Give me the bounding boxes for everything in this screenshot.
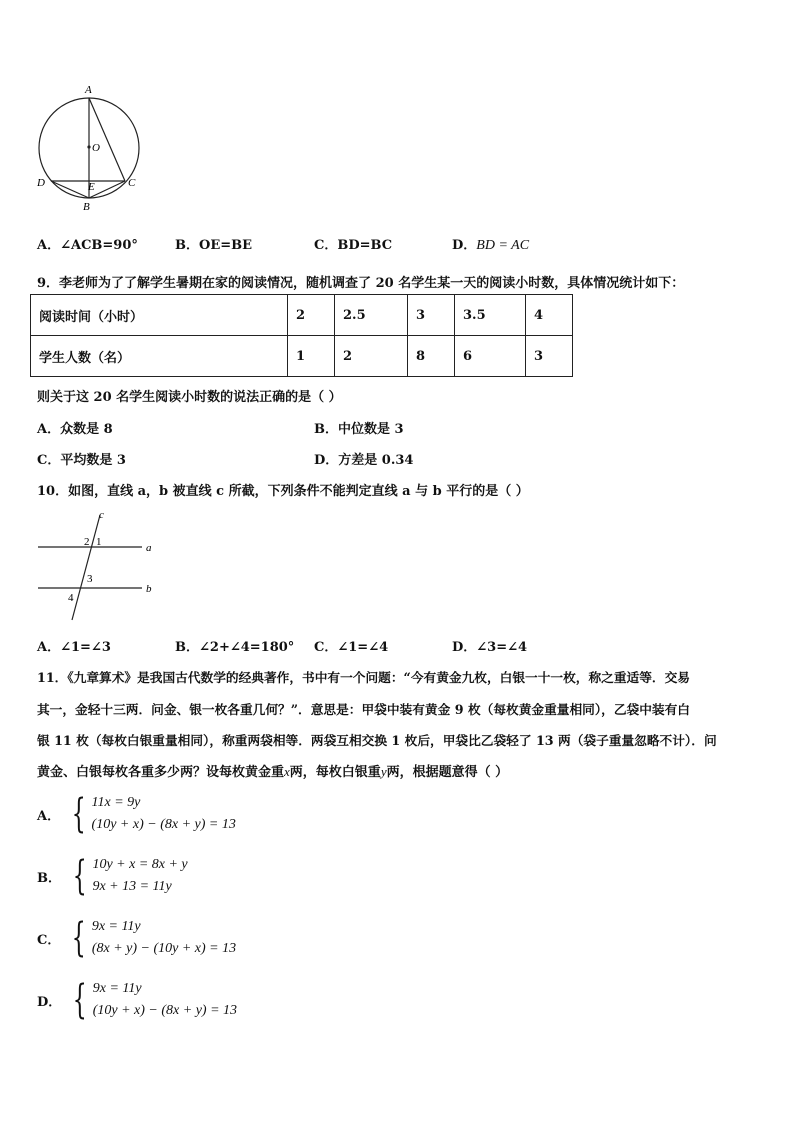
angle-label-1: 1 [96,536,102,548]
option-label: C． [37,932,61,948]
option-text: BD=BC [337,238,393,253]
option-label: D． [314,453,339,468]
option-label: D． [37,994,62,1010]
table-cell: 阅读时间（小时） [31,295,288,336]
q10-option-a[interactable] [37,636,111,655]
label-C: C [128,177,136,189]
q9-option-b[interactable] [314,418,404,437]
q9-stem: 9．李老师为了了解学生暑期在家的阅读情况，随机调查了 20 名学生某一天的阅读小时数，具体情况统计如下： [37,276,685,291]
table-cell: 2.5 [335,295,408,336]
var-x: x [284,764,290,779]
q11-option-d[interactable] [37,978,237,1022]
line-c [72,515,100,620]
option-label: A． [37,808,61,824]
equation: 10y + x = 8x + y [92,857,188,872]
equation: 9x + 13 = 11y [92,879,172,894]
label-O: O [92,142,100,154]
q11-line-4 [37,761,508,780]
table-row [31,336,573,377]
option-label: C． [314,238,338,253]
text-segment: 两，根据题意得（ ） [386,765,509,780]
equation-system [93,978,237,1022]
option-label: C． [37,453,61,468]
q9-option-a[interactable] [37,418,113,437]
brace-icon: { [72,853,87,899]
option-text: ∠2+∠4=180° [199,640,295,655]
q8-option-d[interactable] [452,234,529,254]
circle-figure [30,80,145,215]
label-E: E [88,181,95,193]
option-text: 中位数是 3 [338,422,404,437]
table-cell: 4 [526,295,573,336]
option-label: D． [452,238,477,253]
table-cell: 3.5 [455,295,526,336]
equation: (10y + x) − (8x + y) = 13 [92,1003,238,1018]
brace-icon: { [71,791,86,837]
q9-option-c[interactable] [37,449,126,468]
equation: 9x = 11y [92,981,142,996]
q10-option-d[interactable] [452,636,527,655]
equation: (10y + x) − (8x + y) = 13 [91,817,236,832]
q9-stats-table [30,294,573,377]
option-label: B． [314,422,338,437]
option-text: ∠3=∠4 [476,640,528,655]
option-label: B． [175,640,199,655]
label-A: A [85,84,92,96]
option-text: ∠ACB=90° [60,238,138,253]
option-label: A． [37,640,61,655]
text-segment: 两，每枚白银重 [289,765,381,780]
option-text: ∠1=∠3 [60,640,111,655]
table-cell: 3 [526,336,573,377]
table-cell: 6 [455,336,526,377]
option-label: A． [37,238,61,253]
chord-db [51,181,89,198]
angle-label-2: 2 [84,536,90,548]
equation-system [92,792,236,836]
q8-option-c[interactable] [314,234,392,253]
q8-option-b[interactable] [175,234,252,253]
option-label: B． [175,238,199,253]
text-segment: 黄金、白银每枚各重多少两？设每枚黄金重 [37,765,285,780]
table-cell: 2 [288,295,335,336]
option-text: BD = AC [476,238,530,253]
q11-line-3: 银 11 枚（每枚白银重量相同），称重两袋相等．两袋互相交换 1 枚后，甲袋比乙袋轻了 13 两（袋子重量忽略不计）．问 [37,733,717,748]
parallel-lines-figure [30,505,160,625]
option-text: 众数是 8 [60,422,113,437]
option-text: OE=BE [199,238,253,253]
table-cell: 1 [288,336,335,377]
equation: 11x = 9y [91,795,141,810]
label-a: a [146,542,152,554]
q9-option-d[interactable] [314,449,413,468]
table-cell: 8 [408,336,455,377]
option-text: ∠1=∠4 [337,640,389,655]
q9-question: 则关于这 20 名学生阅读小时数的说法正确的是（ ） [37,390,342,405]
q8-option-a[interactable] [37,234,138,253]
q10-stem: 10．如图，直线 a，b 被直线 c 所截，下列条件不能判定直线 a 与 b 平行的是（ ） [37,484,529,499]
angle-label-3: 3 [87,573,93,585]
equation: (8x + y) − (10y + x) = 13 [91,941,237,956]
equation-system [92,854,187,898]
label-B: B [83,201,90,213]
equation-system [92,916,236,960]
center-dot [87,145,90,148]
option-label: C． [314,640,338,655]
q11-line-1: 11．《九章算术》是我国古代数学的经典著作，书中有一个问题：“今有黄金九枚，白银一十一枚，称之重适等．交易 [37,670,690,685]
label-D: D [37,177,45,189]
table-cell: 2 [335,336,408,377]
option-text: 方差是 0.34 [338,453,414,468]
q11-line-2: 其一，金轻十三两．问金、银一枚各重几何？”．意思是：甲袋中装有黄金 9 枚（每枚黄金重量相同），乙袋中装有白 [37,702,690,717]
angle-label-4: 4 [68,592,74,604]
label-b: b [146,583,152,595]
option-text: 平均数是 3 [60,453,126,468]
q10-option-c[interactable] [314,636,388,655]
q11-option-a[interactable] [37,792,236,836]
equation: 9x = 11y [91,919,141,934]
chord-ac [89,98,125,181]
q11-option-b[interactable] [37,854,188,898]
option-label: A． [37,422,61,437]
var-y: y [380,764,387,779]
q10-option-b[interactable] [175,636,294,655]
option-label: B． [37,870,61,886]
q11-option-c[interactable] [37,916,236,960]
label-c: c [99,509,104,521]
option-label: D． [452,640,477,655]
table-cell: 学生人数（名） [31,336,288,377]
table-row [31,295,573,336]
table-cell: 3 [408,295,455,336]
brace-icon: { [73,977,88,1023]
brace-icon: { [72,915,87,961]
